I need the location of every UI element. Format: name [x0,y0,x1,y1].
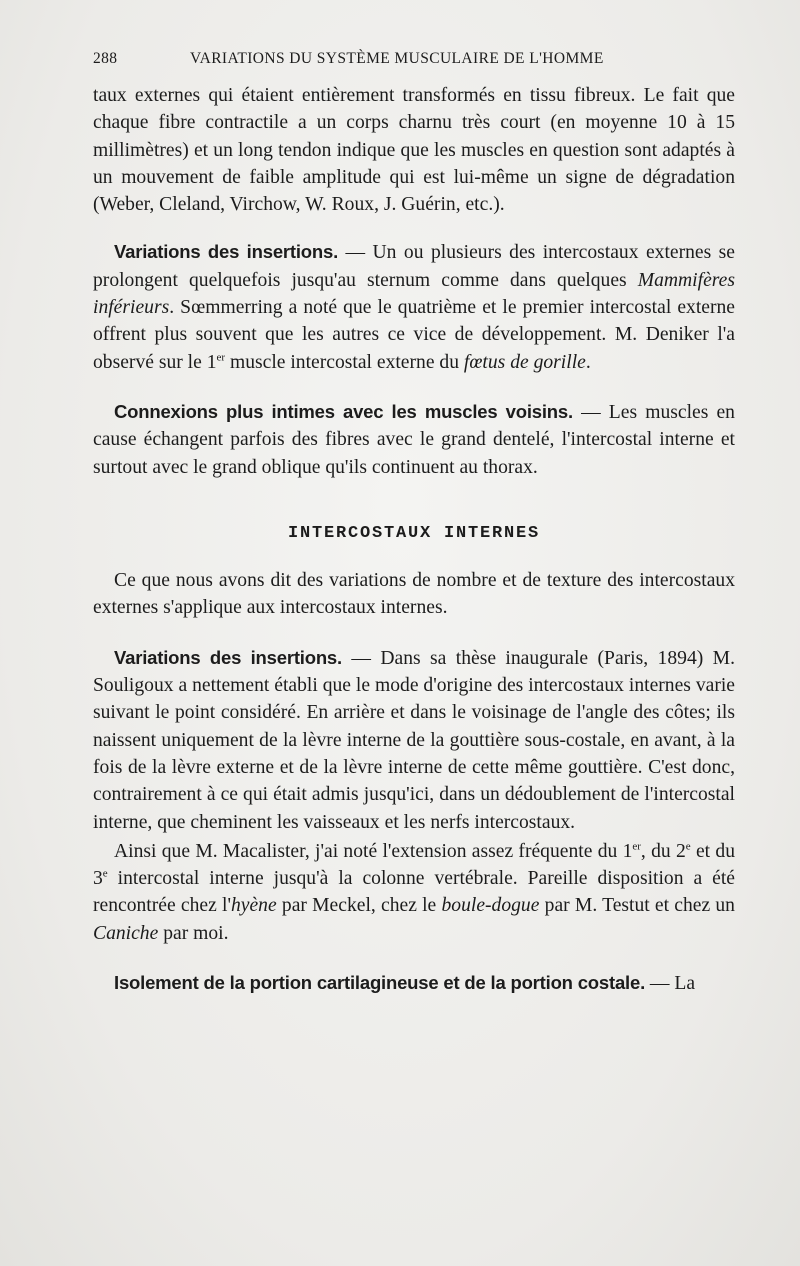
body-text [93,82,735,997]
paragraph-text: — La [645,973,696,995]
paragraph-text: . [585,351,591,373]
paragraph-text: — Dans sa thèse inaugurale (Paris, 1894) M. Souligoux a nettement établi que le mode d'origine des intercostaux internes varie suivant le point considéré. En arrière et dans le voisinage de l'angle des côtes; ils naissent uniquement de la lèvre interne de la gouttière sous-costale, en avant, à la fois de la lèvre externe et de la lèvre interne de cette même gouttière. C'est donc, contrairement à ce qui était admis jusqu'ici, dans un dédoublement de l'intercostal interne, que cheminent les vaisseaux et les nerfs intercostaux. [93,647,735,833]
page-number: 288 [93,50,118,67]
running-title: VARIATIONS DU SYSTÈME MUSCULAIRE DE L'HOMME [190,50,604,67]
paragraph-connexions [93,398,735,481]
paragraph-insertion-variations-internal [93,644,735,836]
superscript: e [102,867,108,880]
paragraph-text: par Meckel, chez le [276,895,442,917]
paragraph-text: , du 2 [640,840,686,862]
page-header [93,50,733,72]
paragraph-text: par moi. [158,922,229,944]
superscript: er [216,351,226,364]
paragraph-heading: Connexions plus intimes avec les muscles voisins. [114,400,573,422]
paragraph-intro-internes: Ce que nous avons dit des variations de nombre et de texture des intercostaux externes s'applique aux intercostaux internes. [93,570,735,619]
paragraph-text: — Un ou plusieurs des intercostaux externes se prolongent quelquefois jusqu'au sternum comme dans quelques [93,242,735,291]
paragraph-text: . Sœmmerring a noté que le quatrième et le premier intercostal externe offrent plus souvent que les autres ce vice de développement. M. Deniker l'a observé sur le 1 [93,297,735,373]
paragraph-text: muscle intercostal externe du [225,351,464,373]
italic-term: fœtus de gorille [463,351,586,373]
italic-term: hyène [230,895,277,917]
paragraph-text: Ainsi que M. Macalister, j'ai noté l'extension assez fréquente du 1 [114,840,633,862]
italic-term: boule-dogue [441,895,540,917]
paragraph-heading: Isolement de la portion cartilagineuse et de la portion costale. [114,972,646,994]
paragraph-continuation: taux externes qui étaient entièrement transformés en tissu fibreux. Le fait que chaque fibre contractile a un corps charnu très court (en moyenne 10 à 15 millimètres) et un long tendon indique que les muscles en question sont adaptés à un mouvement de faible amplitude qui est lui-même un signe de dégradation (Weber, Cleland, Virchow, W. Roux, J. Guérin, etc.). [93,85,735,216]
italic-term: Caniche [93,922,159,944]
superscript: e [685,840,691,853]
paragraph-text: par M. Testut et chez un [539,895,735,917]
paragraph-text: et du 3 [93,840,735,890]
italic-term: Mammifères inférieurs [93,269,735,319]
superscript: er [632,840,641,853]
paragraph-insertion-variations-external [93,238,735,375]
paragraph-heading: Variations des insertions. [114,241,339,263]
paragraph-heading: Variations des insertions. [114,646,342,668]
paragraph-text: — Les muscles en cause échangent parfois des fibres avec le grand dentelé, l'intercostal interne et surtout avec le grand oblique qu'ils continuent au thorax. [93,401,735,478]
paragraph-macalister [93,838,735,947]
paragraph-text: intercostal interne jusqu'à la colonne vertébrale. Pareille disposition a été rencontrée chez l' [93,868,735,917]
paragraph-isolement [93,969,735,997]
section-title: INTERCOSTAUX INTERNES [287,523,541,543]
